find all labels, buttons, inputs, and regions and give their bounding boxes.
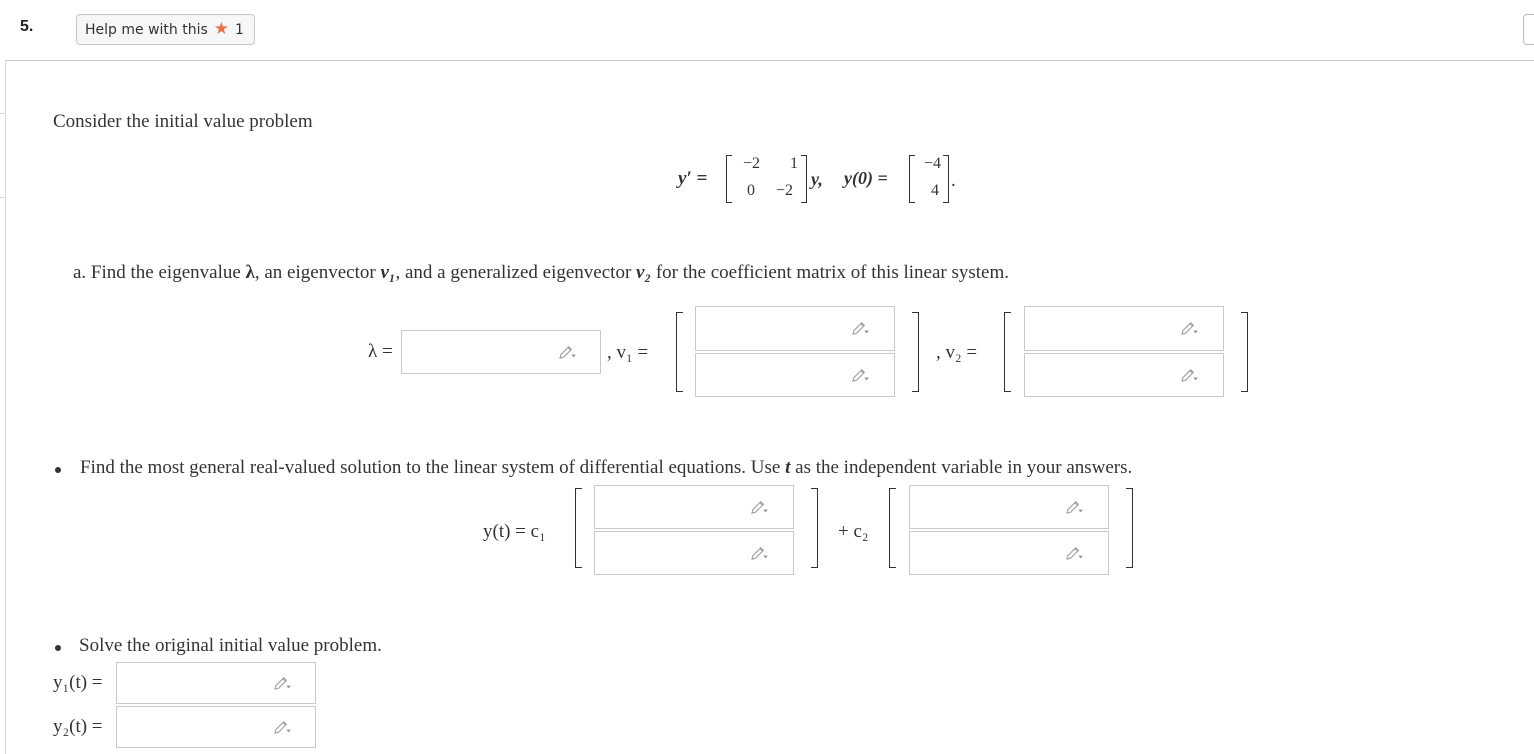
part-b-prompt: Find the most general real-valued solution to the linear system of differential equations. Use t as the independent variable in your answers. [80, 457, 1133, 478]
vector-left-bracket [909, 155, 915, 203]
sol1-left-bracket [575, 488, 582, 568]
pencil-dropdown-icon[interactable] [1064, 500, 1084, 514]
initial-condition-lhs: y(0) = [844, 168, 888, 188]
v1-label: , v₁ = [607, 342, 649, 363]
vector-entry: 4 [931, 182, 939, 199]
solution2-bottom-input[interactable] [909, 531, 1109, 575]
v1-left-bracket [676, 312, 683, 392]
equation-period: . [951, 170, 956, 191]
pencil-dropdown-icon[interactable] [850, 368, 870, 382]
part-a-prompt: a. Find the eigenvalue λ, an eigenvector v₁, and a generalized eigenvector v₂ for the coefficient matrix of this linear system. [73, 262, 1010, 283]
yt-label: y(t) = c₁ [483, 521, 546, 542]
lambda-input[interactable] [401, 330, 601, 374]
side-panel-tab[interactable] [1523, 14, 1534, 45]
v1-right-bracket [912, 312, 919, 392]
v2-bottom-input[interactable] [1024, 353, 1224, 397]
y1-input[interactable] [116, 662, 316, 704]
y1-label: y₁(t) = [53, 672, 103, 693]
pencil-dropdown-icon[interactable] [749, 500, 769, 514]
pencil-dropdown-icon[interactable] [749, 546, 769, 560]
matrix-right-bracket [801, 155, 807, 203]
pencil-dropdown-icon[interactable] [1179, 321, 1199, 335]
bullet [55, 467, 61, 473]
solution1-bottom-input[interactable] [594, 531, 794, 575]
equation-lhs: y′ = [678, 168, 708, 189]
left-border [5, 60, 6, 754]
v2-left-bracket [1004, 312, 1011, 392]
pencil-dropdown-icon[interactable] [272, 676, 292, 690]
v1-top-input[interactable] [695, 306, 895, 351]
star-icon: ★ [213, 19, 230, 39]
pencil-dropdown-icon[interactable] [557, 345, 577, 359]
help-count: 1 [235, 21, 244, 38]
v2-top-input[interactable] [1024, 306, 1224, 351]
plus-c2: + c₂ [838, 521, 869, 542]
matrix-entry: −2 [743, 155, 761, 172]
intro-text: Consider the initial value problem [53, 111, 313, 132]
sol2-left-bracket [889, 488, 896, 568]
header-divider [5, 60, 1534, 61]
matrix-entry: 1 [790, 155, 798, 172]
y2-input[interactable] [116, 706, 316, 748]
pencil-dropdown-icon[interactable] [1179, 368, 1199, 382]
matrix-entry: −2 [776, 182, 794, 199]
sol2-right-bracket [1126, 488, 1133, 568]
pencil-dropdown-icon[interactable] [272, 720, 292, 734]
left-tick [0, 197, 5, 198]
solution1-top-input[interactable] [594, 485, 794, 529]
part-c-prompt: Solve the original initial value problem. [79, 635, 382, 656]
y2-label: y₂(t) = [53, 716, 103, 737]
vector-right-bracket [943, 155, 949, 203]
v2-label: , v₂ = [936, 342, 978, 363]
v2-right-bracket [1241, 312, 1248, 392]
matrix-entry: 0 [747, 182, 755, 199]
vector-entry: −4 [924, 155, 942, 172]
pencil-dropdown-icon[interactable] [850, 321, 870, 335]
help-me-button[interactable] [76, 14, 255, 45]
question-number: 5. [20, 18, 34, 35]
v1-bottom-input[interactable] [695, 353, 895, 397]
sol1-right-bracket [811, 488, 818, 568]
solution2-top-input[interactable] [909, 485, 1109, 529]
matrix-left-bracket [726, 155, 732, 203]
bullet [55, 645, 61, 651]
equation-y: y, [811, 169, 823, 189]
lambda-label: λ = [368, 341, 393, 362]
pencil-dropdown-icon[interactable] [1064, 546, 1084, 560]
help-me-label: Help me with this [85, 21, 208, 38]
left-tick [0, 113, 5, 114]
